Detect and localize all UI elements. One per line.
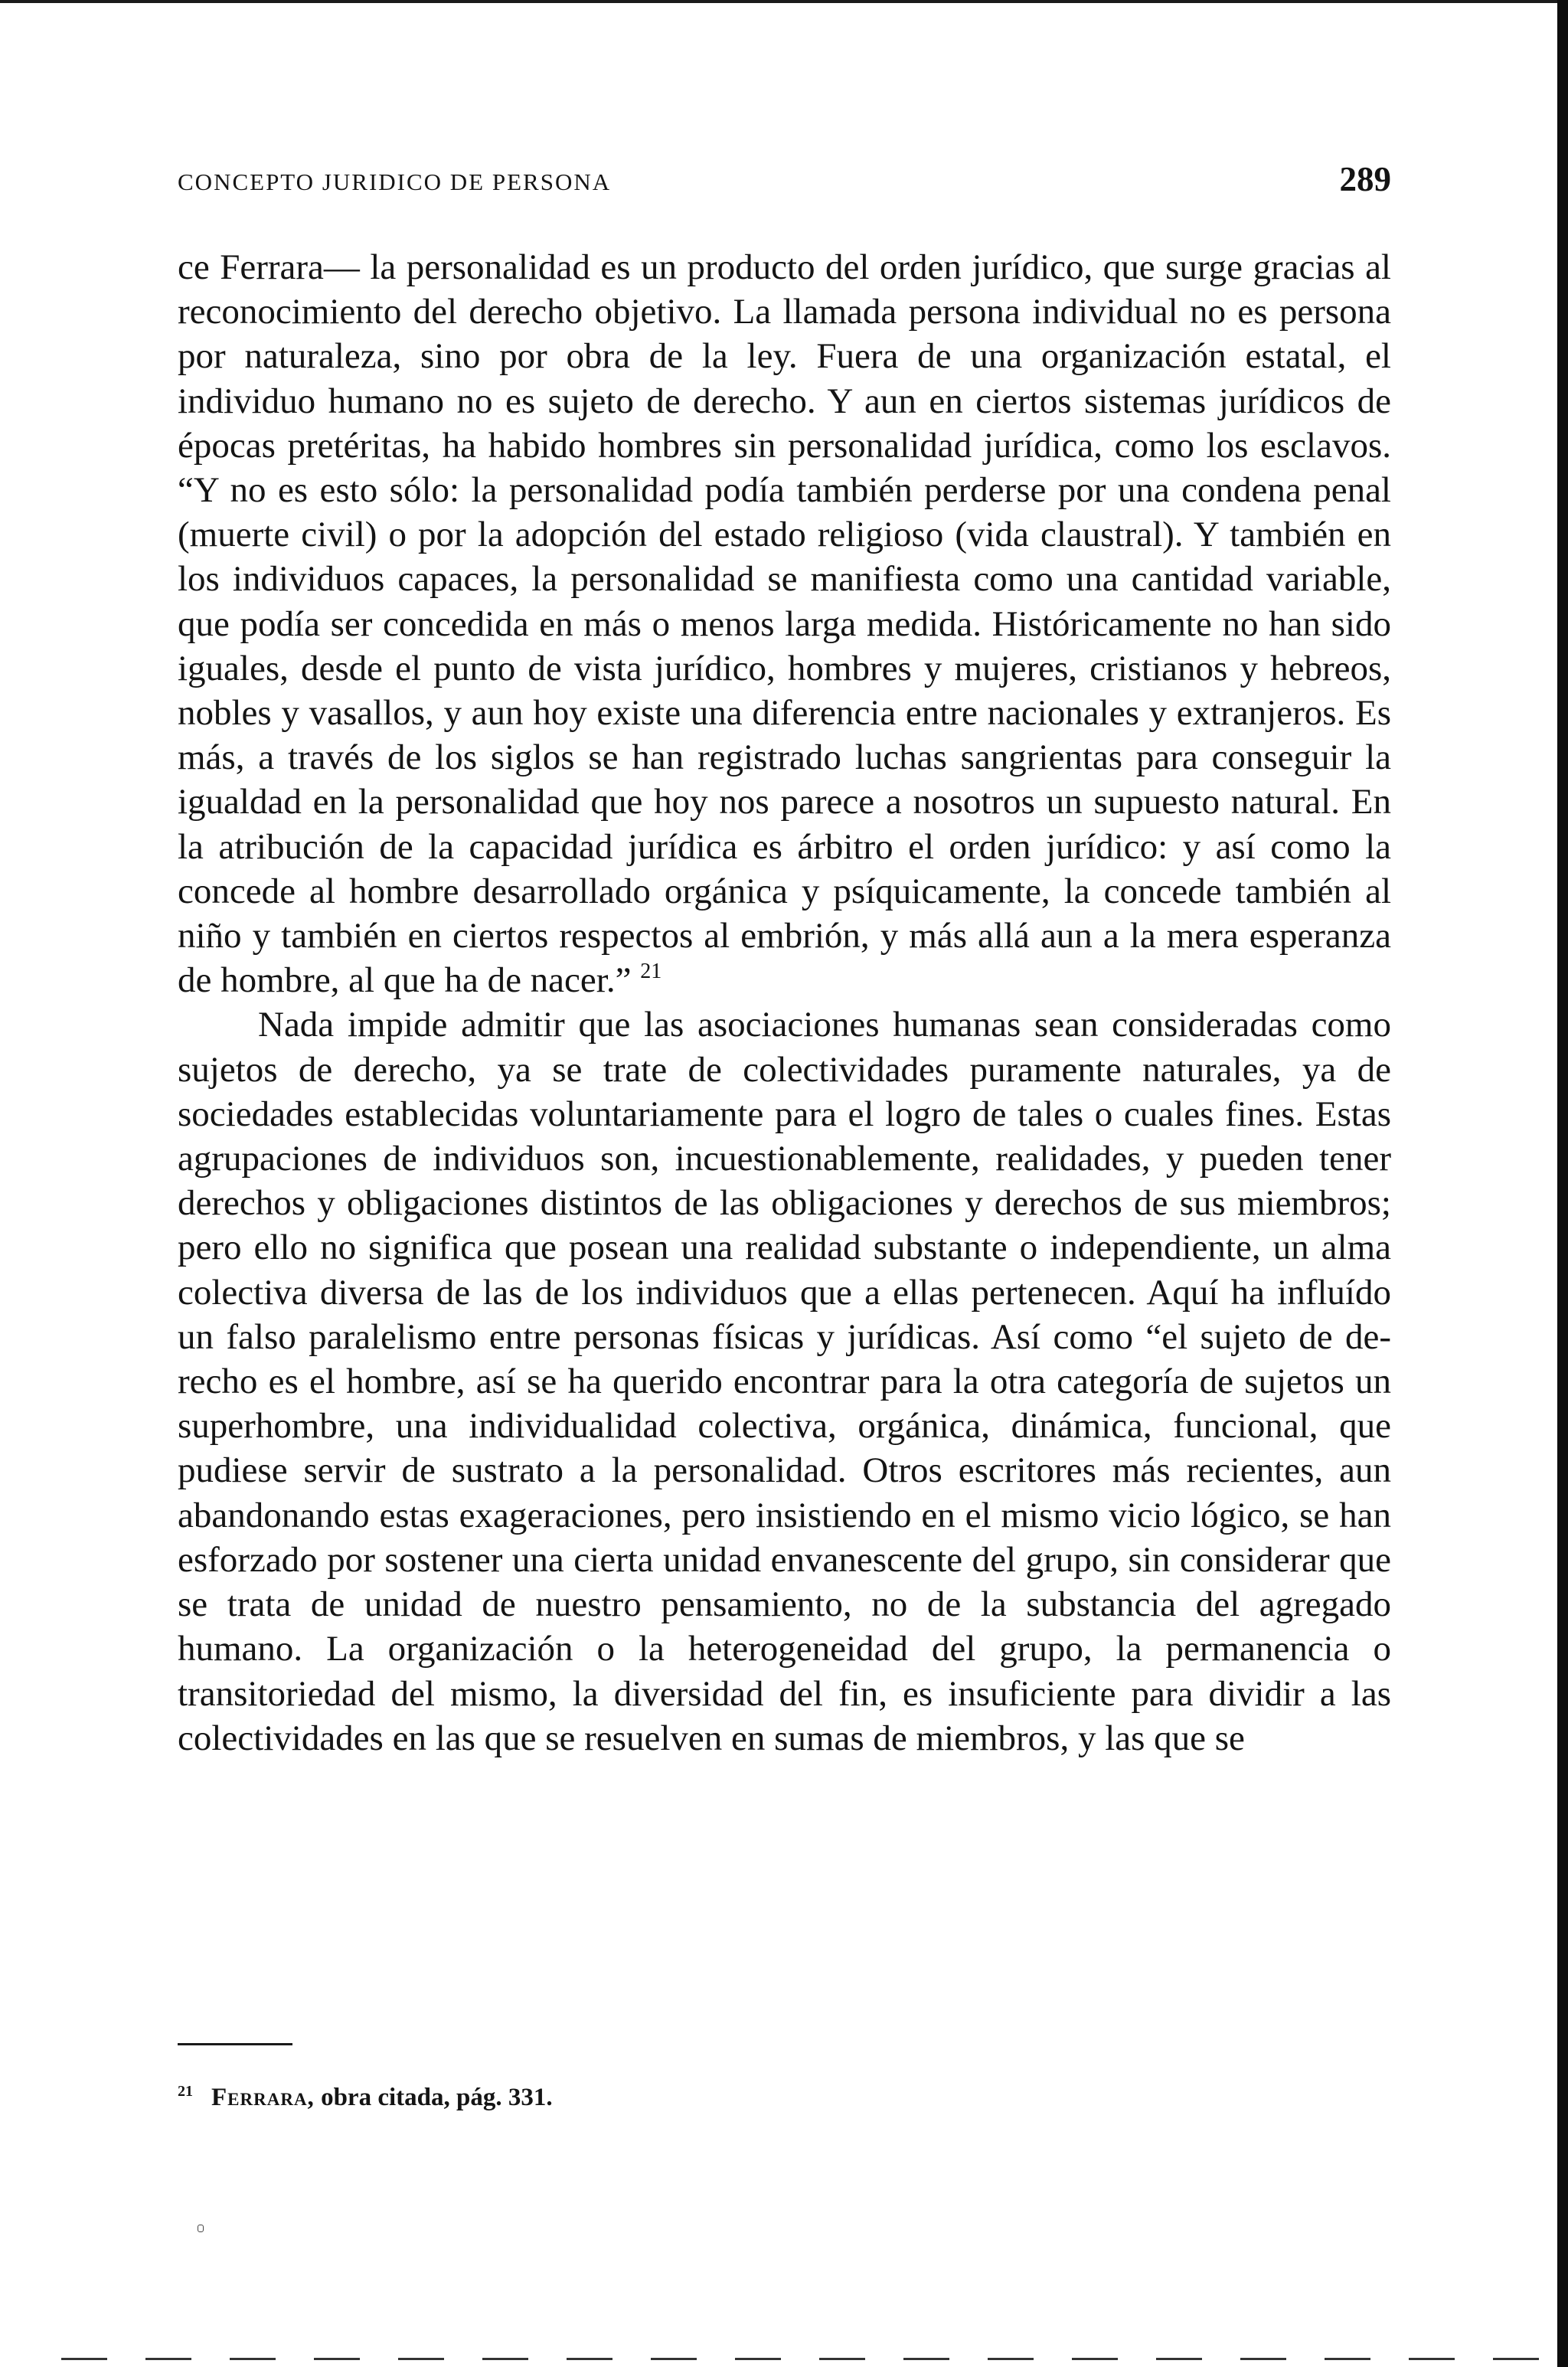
paragraph-2-text: Nada impide admitir que las asociaciones humanas sean consideradas como sujetos de derecho, ya se trate de colectividades puramente naturales, ya de sociedades establecidas voluntariamente para el logro de tales o cuales fines. Estas agrupaciones de individuos son, incuestionablemente, realidades, y pueden tener derechos y obligaciones distintos de las obligaciones y derechos de sus miembros; pero ello no significa que posean una realidad substante o independiente, un alma colectiva diversa de las de los individuos que a ellas pertenecen. Aquí ha influído un falso paralelismo entre personas físicas y jurídicas. Así como “el sujeto de derecho es el hombre, así se ha querido encontrar para la otra categoría de sujetos un superhombre, una individualidad colectiva, orgánica, dinámica, funcional, que pudiese servir de sustrato a la personalidad. Otros escritores más recientes, aun abandonando estas exageraciones, pero insistiendo en el mismo vicio lógico, se han esforzado por sostener una cierta unidad envanescente del grupo, sin considerar que se trata de unidad de nuestro pensamiento, no de la substancia del agregado humano. La organización o la heterogeneidad del grupo, la permanencia o transitoriedad del mismo, la diversidad del fin, es insuficiente para dividir a las colectividades en las que se resuelven en sumas de miembros, y las que se xyxy=(178,1005,1391,1758)
body-text xyxy=(178,245,1391,1761)
footnote-author: Ferrara, xyxy=(211,2084,315,2111)
footnote-reference: 21 xyxy=(640,960,662,984)
page-number: 289 xyxy=(1339,160,1391,198)
paragraph-1-text: ce Ferrara— la personalidad es un producto del orden jurídico, que surge gracias al reconocimiento del derecho objetivo. La llamada persona individual no es persona por naturaleza, sino por obra de la ley. Fuera de una organización estatal, el individuo humano no es sujeto de derecho. Y aun en ciertos sistemas jurídicos de épocas pretéritas, ha habido hombres sin personalidad jurídica, como los esclavos. “Y no es esto sólo: la personalidad podía también perderse por una condena penal (muerte civil) o por la adopción del estado religioso (vida claustral). Y también en los individuos capaces, la personalidad se manifiesta como una cantidad variable, que podía ser concedida en más o menos larga medida. Históricamente no han sido iguales, desde el punto de vista jurídico, hombres y mujeres, cristianos y hebreos, nobles y vasallos, y aun hoy existe una diferencia entre nacionales y extranjeros. Es más, a través de los siglos se han registrado luchas sangrientas para conseguir la igualdad en la personalidad que hoy nos parece a nosotros un supuesto natural. En la atribución de la capacidad jurídica es árbitro el orden jurídico: y así como la concede al hombre desarrollado orgánica y psíquicamente, la concede también al niño y también en ciertos respectos al embrión, y más allá aun a la mera esperanza de hombre, al que ha de nacer.” xyxy=(178,247,1391,1001)
scan-speck xyxy=(198,2225,204,2232)
footnote-divider xyxy=(178,2043,292,2045)
paragraph-continuation xyxy=(178,245,1391,1002)
running-title: CONCEPTO JURIDICO DE PERSONA xyxy=(178,168,612,195)
footnote-number: 21 xyxy=(178,2083,193,2100)
page-top-edge xyxy=(0,0,1568,3)
footnote-reference-text: obra citada, pág. 331. xyxy=(321,2084,553,2111)
page-bottom-edge xyxy=(61,2358,1547,2360)
paragraph xyxy=(178,1002,1391,1760)
footnote xyxy=(178,2083,867,2112)
page-right-edge xyxy=(1557,0,1568,2367)
running-head xyxy=(178,159,1391,205)
